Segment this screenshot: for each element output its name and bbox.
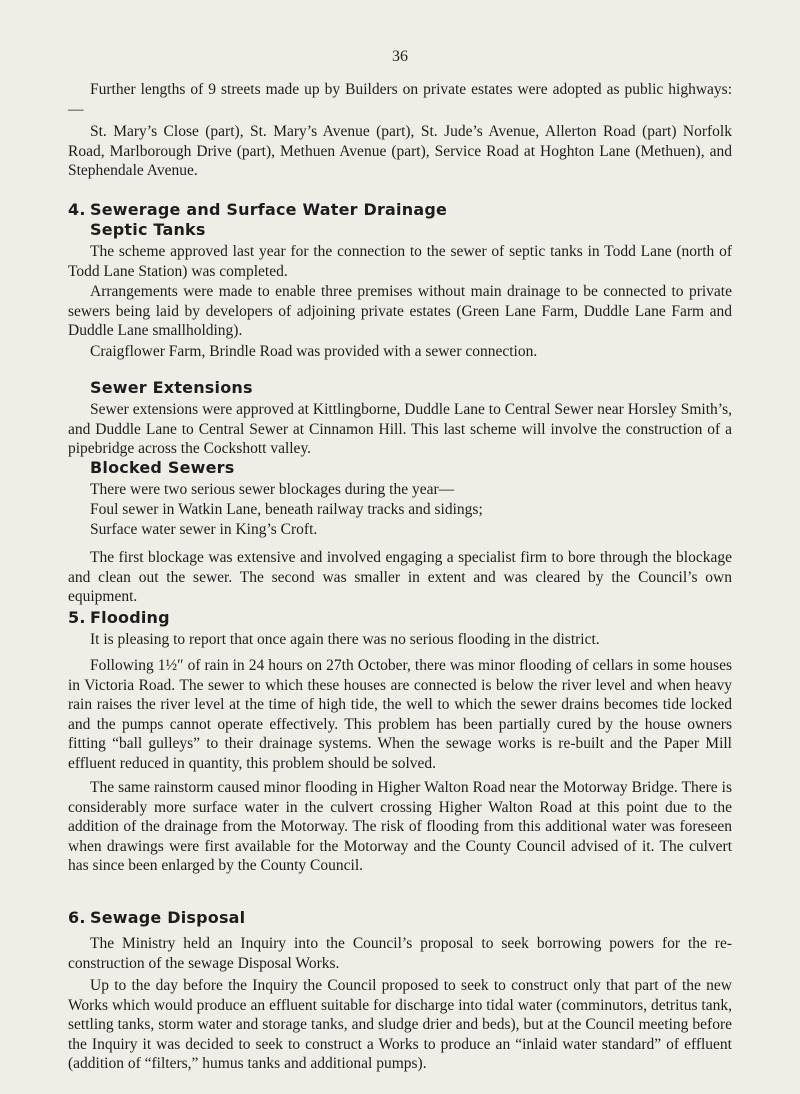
- blocked-sewer-item-1: Foul sewer in Watkin Lane, beneath railway tracks and sidings;: [90, 501, 483, 518]
- section-5-number: 5.: [68, 608, 86, 627]
- sewer-extensions-paragraph: Sewer extensions were approved at Kittlingborne, Duddle Lane to Central Sewer near Horsley Smith’s, and Duddle Lane to Central Sewer at Cinnamon Hill. This last scheme will involve the construction of a pipebridge across the Cockshott valley.: [68, 401, 732, 457]
- section-4-number: 4.: [68, 200, 86, 219]
- section-4-title: Sewerage and Surface Water Drainage: [90, 200, 448, 219]
- intro-paragraph: Further lengths of 9 streets made up by Builders on private estates were adopted as public highways: —: [68, 81, 732, 118]
- page-number: 36: [392, 48, 408, 65]
- flooding-paragraph-3: The same rainstorm caused minor flooding in Higher Walton Road near the Motorway Bridge. There is considerably more surface water in the culvert crossing Higher Walton Road at this point due to the addition of the drainage from the Motorway. The risk of flooding from this additional water was foreseen when drawings were first available for the Motorway and the County Council advised of it. The culvert has since been enlarged by the County Council.: [68, 779, 732, 874]
- flooding-paragraph-2: Following 1½″ of rain in 24 hours on 27th October, there was minor flooding of cellars in some houses in Victoria Road. The sewer to which these houses are connected is below the river level and when heavy rain raises the river level at the time of high tide, the well to which the sewer drains becomes tide locked and the pumps cannot operate effectively. This problem has been partially cured by the house owners fitting “ball gulleys” to their drainage systems. When the sewage works is re-built and the Paper Mill effluent reduced in quantity, this problem should be solved.: [68, 657, 732, 772]
- blocked-sewers-paragraph: The first blockage was extensive and involved engaging a specialist firm to bore through the blockage and clean out the sewer. The second was smaller in extent and was cleared by the Council’s own equipment.: [68, 549, 732, 605]
- section-6-title: Sewage Disposal: [90, 908, 246, 927]
- septic-tanks-heading: Septic Tanks: [90, 220, 206, 239]
- flooding-paragraph-1: It is pleasing to report that once again there was no serious flooding in the district.: [90, 631, 600, 648]
- section-4-heading: [68, 200, 447, 219]
- section-6-heading: [68, 908, 245, 927]
- blocked-sewers-heading: Blocked Sewers: [90, 458, 235, 477]
- adopted-streets-list: St. Mary’s Close (part), St. Mary’s Avenue (part), St. Jude’s Avenue, Allerton Road (part) Norfolk Road, Marlborough Drive (part), Methuen Avenue (part), Service Road at Hoghton Lane (Methuen), and Stephendale Avenue.: [68, 123, 732, 179]
- section-5-heading: [68, 608, 170, 627]
- blocked-sewer-item-2: Surface water sewer in King’s Croft.: [90, 521, 318, 538]
- septic-paragraph-1: The scheme approved last year for the connection to the sewer of septic tanks in Todd Lane (north of Todd Lane Station) was completed.: [68, 243, 732, 280]
- blocked-sewers-intro: There were two serious sewer blockages during the year—: [90, 481, 455, 498]
- sewage-disposal-paragraph-2: Up to the day before the Inquiry the Council proposed to seek to construct only that part of the new Works which would produce an effluent suitable for discharge into tidal water (comminutors, detritus tank, settling tanks, storm water and storage tanks, and sludge drier and beds), but at the Council meeting before the Inquiry it was decided to seek to construct a Works to produce an “inlaid water standard” of effluent (addition of “filters,” humus tanks and additional pumps).: [68, 977, 732, 1072]
- septic-paragraph-3: Craigflower Farm, Brindle Road was provided with a sewer connection.: [90, 343, 538, 360]
- septic-paragraph-2: Arrangements were made to enable three premises without main drainage to be connected to private sewers being laid by developers of adjoining private estates (Green Lane Farm, Duddle Lane Farm and Duddle Lane smallholding).: [68, 283, 732, 339]
- section-6-number: 6.: [68, 908, 86, 927]
- section-5-title: Flooding: [90, 608, 170, 627]
- sewer-extensions-heading: Sewer Extensions: [90, 378, 253, 397]
- sewage-disposal-paragraph-1: The Ministry held an Inquiry into the Council’s proposal to seek borrowing powers for the re-construction of the sewage Disposal Works.: [68, 935, 732, 972]
